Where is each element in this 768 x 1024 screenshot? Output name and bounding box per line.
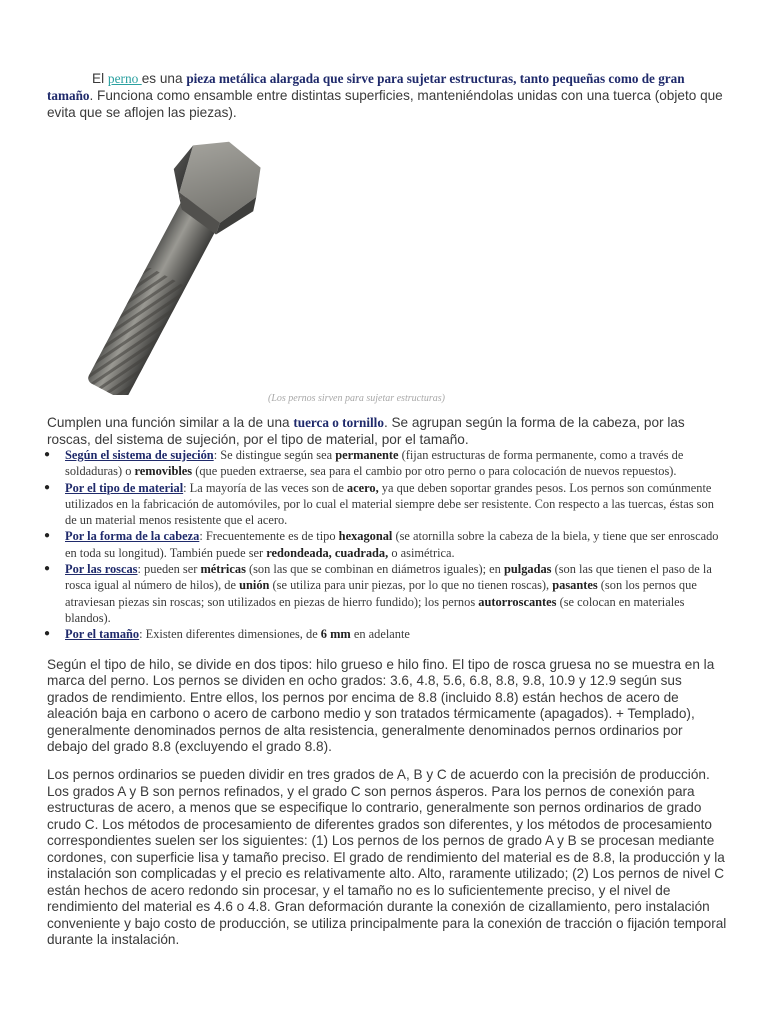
thread-grades-paragraph: Según el tipo de hilo, se divide en dos tipos: hilo grueso e hilo fino. El tipo de rosca gruesa no se muestra en la marca del perno. Los pernos se dividen en ocho grados: 3.6, 4.8, 5.6, 6.8, 8.8, 9.8, 10.9 y 12.9 según sus grados de rendimiento. Entre ellos, los pernos por encima de 8.8 (incluido 8.8) están hechos de acero de aleación baja en carbono o acero de carbono medio y son tratados térmicamente (apagados). + Templado), generalmente denominados pernos de alta resistencia, generalmente denominados pernos ordinarios por debajo del grado 8.8 (excluyendo el grado 8.8). <box>47 657 715 755</box>
intro-mid: es una <box>141 71 187 86</box>
type-text: (son las que tienen el paso de la rosca igual al número de hilos), de <box>65 562 712 593</box>
bullet-icon: ● <box>44 628 51 640</box>
type-label <box>65 529 199 543</box>
type-label <box>65 448 214 462</box>
type-label-text: Según el sistema de sujeción <box>65 448 214 462</box>
type-keyword: autorroscantes <box>478 594 557 609</box>
type-label <box>65 562 138 576</box>
type-text: : La mayoría de las veces son de <box>183 480 347 495</box>
type-text: : Existen diferentes dimensiones, de <box>139 627 321 642</box>
intro-prefix: El <box>92 71 108 86</box>
type-text: : Frecuentemente es de tipo <box>199 529 339 544</box>
type-text: (se colocan en materiales blandos). <box>65 594 685 625</box>
type-list-item <box>0 626 720 642</box>
type-list-item <box>0 561 720 626</box>
type-list-item <box>0 480 720 529</box>
para2-bold: tuerca o tornillo <box>293 415 384 430</box>
type-text: : pueden ser <box>137 562 201 577</box>
bolt-icon <box>70 125 340 395</box>
intro-paragraph <box>47 70 727 121</box>
type-text: : Se distingue según sea <box>213 448 336 462</box>
bolt-image <box>70 125 340 395</box>
image-caption: (Los pernos sirven para sujetar estructuras) <box>268 393 445 404</box>
type-label-text: Por la forma de la cabeza <box>65 529 200 544</box>
ordinary-bolts-paragraph: Los pernos ordinarios se pueden dividir en tres grados de A, B y C de acuerdo con la precisión de producción. Los grados A y B son pernos refinados, y el grado C son pernos ásperos. Para los pernos de conexión para estructuras de acero, a menos que se especifique lo contrario, generalmente son pernos ordinarios de grado crudo C. Los métodos de procesamiento de diferentes grados son diferentes, y los métodos de procesamiento correspondientes suelen ser los siguientes: (1) Los pernos de los pernos de grado A y B se procesan mediante cordones, con superficie lisa y tamaño preciso. El grado de rendimiento del material es de 8.8, la producción y la instalación son complicadas y el precio es relativamente alto. Alto, raramente utilizado; (2) Los pernos de nivel C están hechos de acero redondo sin procesar, y el tamaño no es lo suficientemente preciso, y el nivel de rendimiento del material es 4.6 o 4.8. Gran deformación durante la conexión de cizallamiento, pero instalación conveniente y bajo costo de producción, se utiliza principalmente para la conexión de tracción o fijación temporal durante la instalación. <box>47 767 727 947</box>
intro-rest: . Funciona como ensamble entre distintas superficies, manteniéndolas unidas con una tuerca (objeto que evita que se aflojen las piezas). <box>47 88 723 120</box>
type-keyword: métricas <box>200 562 246 577</box>
bullet-icon: ● <box>44 530 51 542</box>
type-text: (se utiliza para unir piezas, por lo que no tienen roscas), <box>269 578 553 593</box>
type-keyword: removibles <box>134 464 193 479</box>
type-list-item <box>0 447 720 480</box>
type-text: o asimétrica. <box>388 545 455 560</box>
type-label-text: Por las roscas <box>65 562 138 577</box>
type-label-text: Por el tamaño <box>65 627 140 642</box>
type-text: en adelante <box>350 627 410 642</box>
type-text: (se atornilla sobre la cabeza de la biela, y tiene que ser enroscado en toda su longitud). También puede ser <box>65 529 719 560</box>
intro-bold: pieza metálica alargada que sirve para sujetar estructuras, tanto pequeñas como de gran tamaño <box>47 71 685 103</box>
types-list <box>0 447 720 643</box>
type-text: (son las que se combinan en diámetros iguales); en <box>245 562 504 577</box>
bullet-icon: ● <box>44 481 51 493</box>
type-keyword: 6 mm <box>320 627 351 642</box>
type-keyword: acero, <box>346 480 379 495</box>
type-keyword: hexagonal <box>338 529 393 544</box>
type-keyword: pasantes <box>552 578 598 593</box>
bullet-icon: ● <box>44 563 51 575</box>
type-keyword: unión <box>239 578 270 593</box>
type-label-text: Por el tipo de material <box>65 480 184 495</box>
type-list-item <box>0 528 720 561</box>
bullet-icon: ● <box>44 449 51 460</box>
groups-paragraph <box>47 415 727 448</box>
type-keyword: permanente <box>335 448 399 462</box>
type-text: ya que deben soportar grandes pesos. Los pernos son comúnmente utilizados en la fabricación de automóviles, por lo cual el material siempre debe ser resistente. Con respecto a las tuercas, éstas son de un material menos resistente que el acero. <box>65 480 714 528</box>
type-label <box>65 481 183 495</box>
perno-link[interactable]: perno <box>107 71 142 86</box>
para2-c: . Se agrupan según la forma de la cabeza, por las roscas, del sistema de sujeción, por el tipo de material, por el tamaño. <box>47 415 685 447</box>
type-label <box>65 627 139 641</box>
type-text: (que pueden extraerse, sea para el cambio por otro perno o para colocación de nuevos repuestos). <box>192 464 677 479</box>
para2-a: Cumplen una función similar a la de una <box>47 415 294 430</box>
type-keyword: pulgadas <box>503 562 552 577</box>
type-keyword: redondeada, cuadrada, <box>266 545 389 560</box>
type-text: (fijan estructuras de forma permanente, como a través de soldaduras) o <box>65 448 684 479</box>
type-text: (son los pernos que atraviesan piezas sin roscas; son utilizados en piezas de hierro fundido); los pernos <box>65 578 697 609</box>
